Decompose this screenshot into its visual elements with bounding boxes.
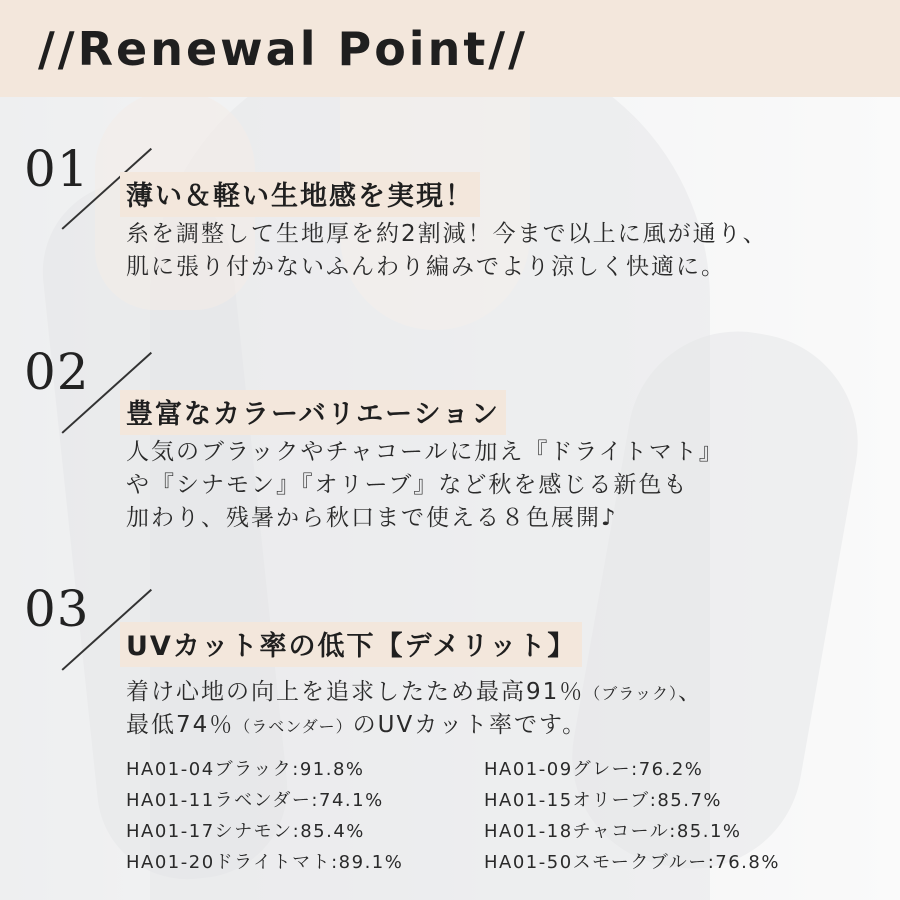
point-body-03-line1	[126, 676, 703, 710]
point-body-03-line2	[126, 709, 587, 743]
point-heading-01: 薄い＆軽い生地感を実現！	[120, 172, 480, 217]
point-number-02: 02	[24, 343, 90, 401]
point-body-03-line1-note: （ブラック）	[584, 684, 678, 703]
point-body-03-line2-main: 最低74％	[126, 712, 235, 738]
point-body-02-line1: 人気のブラックやチャコールに加え『ドライトマト』	[126, 439, 724, 465]
uv-rate-item: HA01-11ラベンダー:74.1%	[126, 790, 384, 811]
uv-rate-item: HA01-18チャコール:85.1%	[484, 821, 742, 842]
point-body-01-line2: 肌に張り付かないふんわり編みでより涼しく快適に。	[126, 254, 726, 280]
point-body-01-line1: 糸を調整して生地厚を約2割減！今まで以上に風が通り、	[126, 221, 768, 247]
point-body-03-line1-main: 着け心地の向上を追求したため最高91％	[126, 679, 585, 705]
uv-rate-item: HA01-04ブラック:91.8%	[126, 759, 365, 780]
point-body-02-line2: や『シナモン』『オリーブ』など秋を感じる新色も	[126, 472, 689, 498]
point-number-01: 01	[24, 140, 90, 198]
uv-rate-item: HA01-20ドライトマト:89.1%	[126, 852, 404, 873]
uv-rate-item: HA01-09グレー:76.2%	[484, 759, 704, 780]
point-heading-03: UVカット率の低下【デメリット】	[120, 622, 582, 667]
uv-rate-item: HA01-17シナモン:85.4%	[126, 821, 365, 842]
point-body-03-line2-note: （ラベンダー）	[234, 717, 353, 736]
point-body-03-line1-end: 、	[677, 679, 703, 705]
point-heading-02: 豊富なカラーバリエーション	[120, 390, 506, 435]
point-body-02-line3: 加わり、残暑から秋口まで使える８色展開♪	[126, 505, 618, 531]
point-number-03: 03	[24, 580, 90, 638]
uv-rate-item: HA01-50スモークブルー:76.8%	[484, 852, 780, 873]
point-body-03-line2-end: のUVカット率です。	[352, 712, 588, 738]
uv-rate-item: HA01-15オリーブ:85.7%	[484, 790, 722, 811]
page-title: //Renewal Point//	[38, 22, 528, 76]
